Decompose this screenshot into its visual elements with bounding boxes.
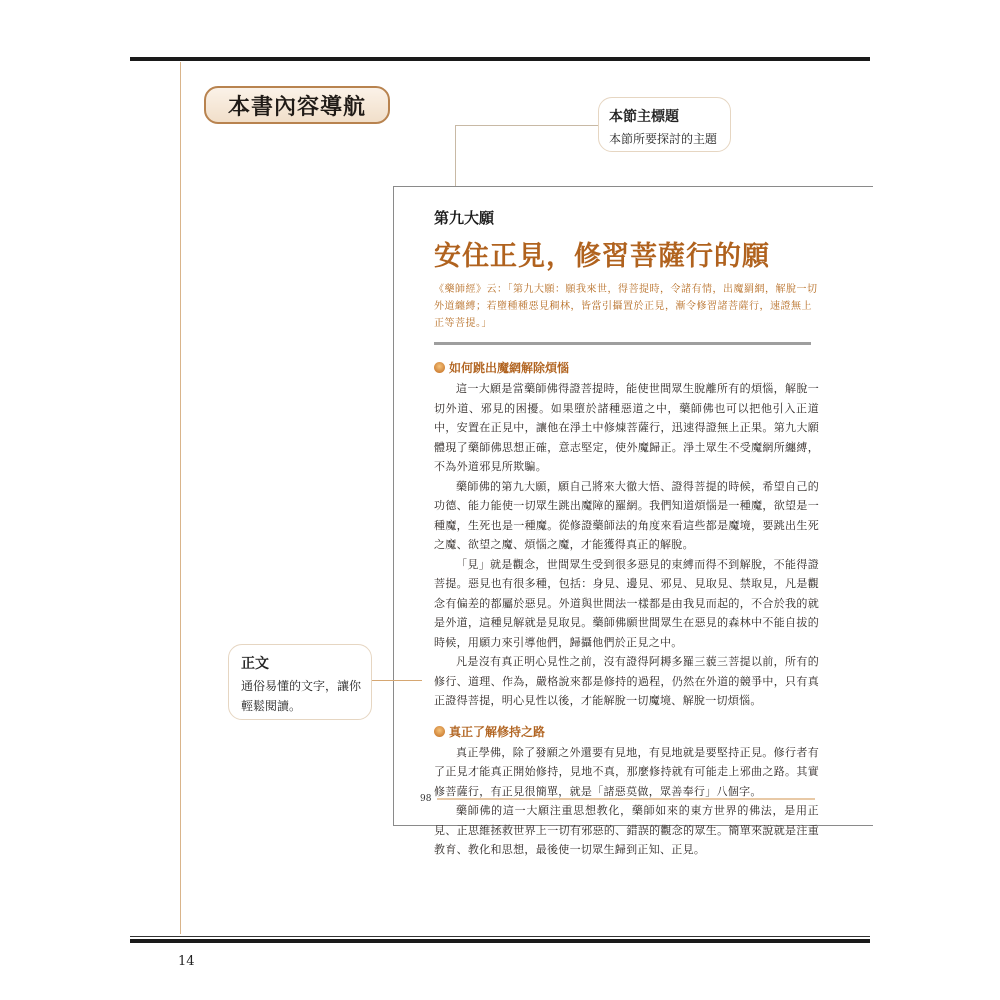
bottom-thin-rule xyxy=(130,936,870,937)
body-paragraph: 真正學佛，除了發願之外還要有見地，有見地就是要堅持正見。修行者有了正見才能真正開始修持，見地不真，那麼修持就有可能走上邪曲之路。其實修菩薩行，有正見很簡單，就是「諸惡莫做，眾善奉行」八個字。 xyxy=(434,745,819,798)
sample-page-number: 98 xyxy=(420,794,432,804)
callout-title-description: 本節所要探討的主題 xyxy=(609,132,718,146)
section-heading-text: 如何跳出魔網解除煩惱 xyxy=(449,361,570,375)
section-heading-1 xyxy=(434,359,819,376)
section-heading-2 xyxy=(434,723,819,740)
body-paragraph: 凡是沒有真正明心見性之前，沒有證得阿耨多羅三藐三菩提以前，所有的修行、道理、作為，嚴格說來都是修持的過程，仍然在外道的競爭中，只有真正證得菩提，明心見性以後，才能解脫一切魔境、解脫一切煩惱。 xyxy=(434,655,819,707)
title-leader-line xyxy=(455,125,598,126)
callout-body-description: 通俗易懂的文字，讓你輕鬆閱讀。 xyxy=(241,679,362,713)
left-margin-line xyxy=(180,62,181,934)
section-main-title: 安住正見，修習菩薩行的願 xyxy=(434,241,770,272)
quote-divider xyxy=(434,342,811,345)
sample-page xyxy=(393,186,873,856)
section-heading-text: 真正了解修持之路 xyxy=(449,724,546,739)
lotus-bullet-icon xyxy=(434,362,445,373)
sutra-quote: 《藥師經》云：「第九大願：願我來世，得菩提時，令諸有情，出魔羂網，解脫一切外道纏縛；若墮種種惡見稠林，皆當引攝置於正見，漸令修習諸菩薩行，速證無上正等菩提。」 xyxy=(434,284,818,329)
lotus-bullet-icon xyxy=(434,726,445,737)
sample-page-content xyxy=(434,207,819,860)
callout-body-text xyxy=(228,644,372,720)
vow-label: 第九大願 xyxy=(434,209,495,227)
page-number: 14 xyxy=(178,954,195,969)
callout-section-title xyxy=(598,97,731,152)
top-rule xyxy=(130,57,870,61)
footer-rule xyxy=(437,798,815,800)
body-leader-line xyxy=(372,680,422,681)
book-navigation-badge: 本書內容導航 xyxy=(204,86,390,124)
callout-title-label: 本節主標題 xyxy=(609,109,679,125)
body-paragraph: 藥師佛的第九大願，願自己將來大徹大悟、證得菩提的時候，希望自己的功德、能力能使一切眾生跳出魔障的羅網。我們知道煩惱是一種魔，欲望是一種魔，生死也是一種魔。從修證藥師法的角度來看這些都是魔境，要跳出生死之魔、欲望之魔、煩惱之魔，才能獲得真正的解脫。 xyxy=(434,479,819,551)
body-paragraph: 「見」就是觀念，世間眾生受到很多惡見的束縛而得不到解脫，不能得證菩提。惡見也有很多種，包括：身見、邊見、邪見、見取見、禁取見，凡是觀念有偏差的都屬於惡見。外道與世間法一樣都是由我見而起的，不合於我的就是外道，這種見解就是見取見。藥師佛願世間眾生在惡見的森林中不能自拔的時候，用願力來引導他們，歸攝他們於正見之中。 xyxy=(434,557,819,649)
sample-page-footer xyxy=(420,794,815,804)
bottom-thick-rule xyxy=(130,939,870,943)
body-paragraph: 藥師佛的這一大願注重思想教化，藥師如來的東方世界的佛法，是用正見、正思維拯救世界上一切有邪惡的、錯誤的觀念的眾生。簡單來說就是注重教育、教化和思想，最後使一切眾生歸到正知、正見。 xyxy=(434,804,819,856)
body-paragraph: 這一大願是當藥師佛得證菩提時，能使世間眾生脫離所有的煩惱，解脫一切外道、邪見的困擾。如果墮於諸種惡道之中，藥師佛也可以把他引入正道中，安置在正見中，讓他在淨土中修煉菩薩行，迅速得證無上正果。第九大願體現了藥師佛思想正確，意志堅定，使外魔歸正。淨土眾生不受魔網所纏縛，不為外道邪見所欺騙。 xyxy=(434,382,819,473)
callout-body-label: 正文 xyxy=(241,656,269,672)
